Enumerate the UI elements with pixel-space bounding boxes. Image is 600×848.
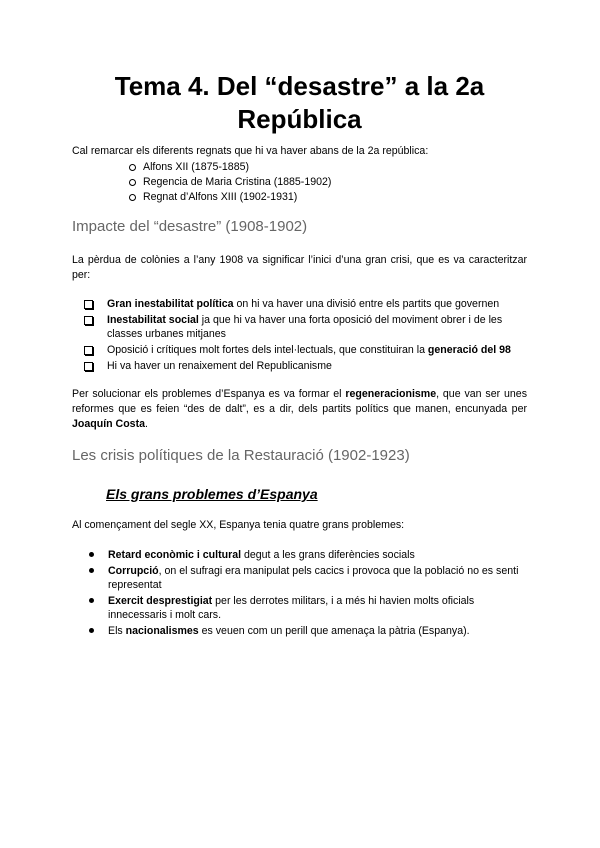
subsection-heading: Els grans problemes d’Espanya (106, 486, 318, 502)
checkbox-bullet-icon (84, 316, 93, 325)
document-page (72, 70, 527, 640)
crisis-list (72, 297, 527, 373)
disc-bullet-icon (89, 628, 94, 633)
list-item: Els nacionalismes es veuen com un perill que amenaça la pàtria (Espanya). (86, 624, 527, 638)
list-item: Alfons XII (1875-1885) (129, 160, 527, 175)
circle-bullet-icon (129, 179, 136, 186)
disc-bullet-icon (89, 552, 94, 557)
circle-bullet-icon (129, 164, 136, 171)
intro-text: Cal remarcar els diferents regnats que hi va haver abans de la 2a república: (72, 145, 429, 157)
circle-bullet-icon (129, 194, 136, 201)
section1-paragraph: La pèrdua de colònies a l’any 1908 va significar l’inici d’una gran crisi, que es va caracteritzar per: (72, 254, 527, 281)
reigns-list (72, 160, 527, 205)
list-item: Regnat d’Alfons XIII (1902-1931) (129, 190, 527, 205)
list-item: Oposició i crítiques molt fortes dels intel·lectuals, que constituiran la generació del 98 (84, 343, 527, 357)
disc-bullet-icon (89, 598, 94, 603)
regeneracionisme-paragraph: Per solucionar els problemes d’Espanya es va formar el regeneracionisme, que van ser unes reformes que es feien “des de dalt”, es a dir, dels partits polítics que manen, encunyada per Joaquín Costa. (72, 388, 527, 430)
section-heading-impacte: Impacte del “desastre” (1908-1902) (72, 218, 308, 235)
list-item: Hi va haver un renaixement del Republicanisme (84, 359, 527, 373)
list-item: Gran inestabilitat política on hi va haver una divisió entre els partits que governen (84, 297, 527, 311)
page-title: Tema 4. Del “desastre” a la 2a República (114, 71, 485, 134)
list-item: Retard econòmic i cultural degut a les grans diferències socials (86, 548, 527, 562)
list-item: Corrupció, on el sufragi era manipulat pels cacics i provoca que la població no es senti representat (86, 564, 527, 592)
list-item: Regencia de Maria Cristina (1885-1902) (129, 175, 527, 190)
list-item: Exercit desprestigiat per les derrotes militars, i a més hi havien molts oficials innecessaris i molt cars. (86, 594, 527, 622)
checkbox-bullet-icon (84, 346, 93, 355)
problems-list (72, 548, 527, 638)
section-heading-crisis: Les crisis polítiques de la Restauració (1902-1923) (72, 447, 410, 464)
checkbox-bullet-icon (84, 300, 93, 309)
disc-bullet-icon (89, 568, 94, 573)
section2-paragraph: Al començament del segle XX, Espanya tenia quatre grans problemes: (72, 519, 405, 531)
checkbox-bullet-icon (84, 362, 93, 371)
list-item: Inestabilitat social ja que hi va haver una forta oposició del moviment obrer i de les classes urbanes mitjanes (84, 313, 527, 341)
